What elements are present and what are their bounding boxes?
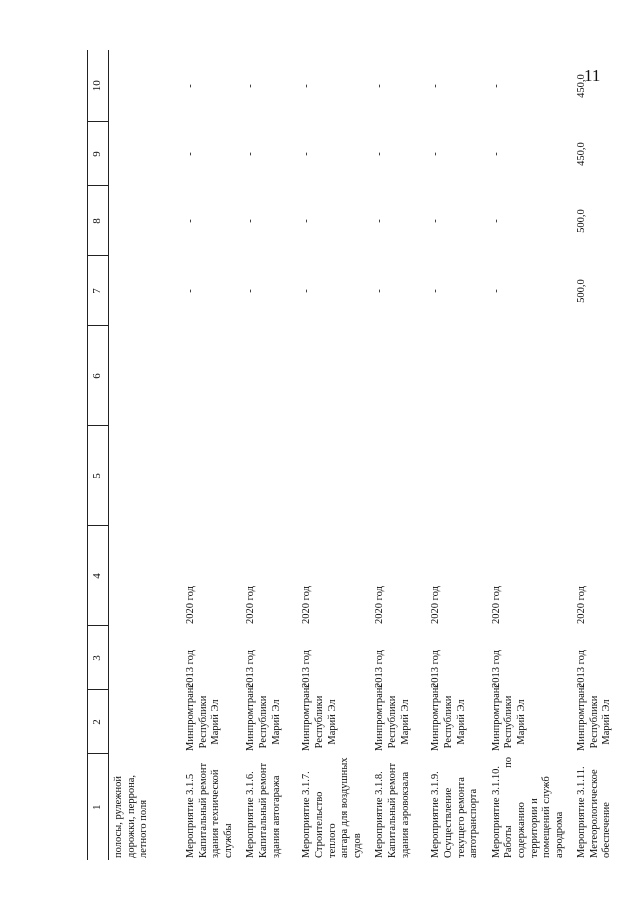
column-7-cell: - bbox=[490, 289, 502, 293]
column-header: 4 bbox=[88, 526, 109, 626]
event-description-cell bbox=[570, 754, 640, 860]
column-5-cell bbox=[368, 426, 424, 526]
executor-cell bbox=[109, 690, 180, 754]
executor-line: Минпромтранс bbox=[576, 682, 588, 751]
event-description-line: здания аэровокзала bbox=[399, 771, 411, 858]
column-8-cell: 500,0 bbox=[576, 209, 588, 233]
column-7-cell: 500,0 bbox=[576, 279, 588, 303]
event-description-line: Капитальный ремонт bbox=[197, 762, 209, 858]
table-body bbox=[109, 50, 640, 860]
event-description-cell bbox=[179, 754, 239, 860]
column-header: 10 bbox=[88, 50, 109, 122]
column-9-cell: 450,0 bbox=[576, 142, 588, 166]
column-9-cell: - bbox=[185, 152, 196, 156]
executor-line: Марий Эл bbox=[210, 699, 222, 745]
rotated-table-container bbox=[87, 50, 617, 860]
executor-cell bbox=[424, 682, 484, 754]
column-6-cell bbox=[239, 326, 295, 426]
table-row bbox=[179, 50, 239, 860]
executor-cell bbox=[485, 682, 571, 754]
event-description-line: Капитальный ремонт bbox=[386, 762, 398, 858]
start-year-cell: 2013 год bbox=[301, 650, 313, 688]
start-year-cell: 2013 год bbox=[430, 650, 442, 688]
event-description-cell bbox=[485, 754, 571, 860]
table-row bbox=[239, 50, 295, 860]
end-year-cell: 2020 год bbox=[490, 586, 502, 624]
executor-line: Минпромтранс bbox=[430, 682, 442, 751]
column-9-cell: - bbox=[430, 152, 442, 156]
executor-line: Минпромтранс bbox=[490, 682, 502, 751]
column-7-cell: - bbox=[374, 289, 386, 293]
end-year-cell: 2020 год bbox=[185, 586, 196, 624]
event-description-line: автотранспорта bbox=[468, 788, 480, 858]
event-description-line: дорожки, перрона, bbox=[125, 775, 137, 858]
column-8-cell: - bbox=[490, 219, 502, 223]
table-row bbox=[109, 50, 180, 860]
event-description-cell bbox=[424, 754, 484, 860]
column-6-cell bbox=[570, 326, 640, 426]
column-5-cell bbox=[424, 426, 484, 526]
event-description-cell bbox=[368, 754, 424, 860]
executor-line: Марий Эл bbox=[515, 699, 527, 745]
column-8-cell: - bbox=[430, 219, 442, 223]
column-5-cell bbox=[239, 426, 295, 526]
executor-line: Республики bbox=[386, 695, 398, 749]
column-8-cell bbox=[109, 186, 180, 256]
event-description-line: полосы, рулежной bbox=[113, 776, 124, 858]
end-year-cell: 2020 год bbox=[374, 586, 386, 624]
executor-line: Марий Эл bbox=[399, 699, 411, 745]
event-description-line: текущего ремонта bbox=[455, 777, 467, 858]
event-description-cell bbox=[239, 754, 295, 860]
column-5-cell bbox=[295, 426, 368, 526]
event-description-line: Мероприятие 3.1.8. bbox=[374, 771, 386, 858]
column-6-cell bbox=[109, 326, 180, 426]
column-10-cell: 450,0 bbox=[576, 74, 588, 98]
column-10-cell: - bbox=[490, 84, 502, 88]
column-header: 5 bbox=[88, 426, 109, 526]
column-header: 8 bbox=[88, 186, 109, 256]
event-description-line: Мероприятие 3.1.11. bbox=[576, 766, 588, 858]
event-description-line: судов bbox=[351, 833, 363, 858]
executor-cell bbox=[368, 682, 424, 754]
page-number: 11 bbox=[584, 66, 601, 85]
table-row bbox=[485, 50, 571, 860]
event-description-line: Строительство теплого bbox=[313, 791, 338, 858]
column-9-cell: - bbox=[374, 152, 386, 156]
executor-line: Марий Эл bbox=[270, 699, 282, 745]
event-description-line: аэродрома bbox=[553, 811, 565, 858]
column-7-cell bbox=[109, 256, 180, 326]
column-5-cell bbox=[179, 426, 239, 526]
column-9-cell: - bbox=[245, 152, 257, 156]
event-description-line: Мероприятие 3.1.6. bbox=[245, 771, 257, 858]
event-description-line: ангара для воздушных bbox=[339, 757, 351, 858]
event-description-cell bbox=[295, 754, 368, 860]
column-5-cell bbox=[109, 426, 180, 526]
event-description-line: службы bbox=[222, 823, 234, 858]
executor-line: Марий Эл bbox=[455, 699, 467, 745]
column-7-cell: - bbox=[430, 289, 442, 293]
column-10-cell: - bbox=[430, 84, 442, 88]
executor-line: Республики bbox=[503, 695, 515, 749]
event-description-line: здания автогаража bbox=[270, 775, 282, 858]
column-header: 3 bbox=[88, 626, 109, 690]
column-10-cell: - bbox=[374, 84, 386, 88]
event-description-line: Капитальный ремонт bbox=[257, 762, 269, 858]
end-year-cell bbox=[109, 526, 180, 626]
column-9-cell: - bbox=[490, 152, 502, 156]
column-10-cell: - bbox=[245, 84, 257, 88]
column-8-cell: - bbox=[374, 219, 386, 223]
start-year-cell: 2013 год bbox=[245, 650, 257, 688]
table-row bbox=[368, 50, 424, 860]
table-row bbox=[295, 50, 368, 860]
start-year-cell bbox=[109, 626, 180, 690]
column-6-cell bbox=[179, 326, 239, 426]
executor-line: Минпромтранс bbox=[301, 682, 313, 751]
column-header: 7 bbox=[88, 256, 109, 326]
executor-cell bbox=[239, 682, 295, 754]
start-year-cell: 2013 год bbox=[490, 650, 502, 688]
table-row bbox=[570, 50, 640, 860]
executor-line: Марий Эл bbox=[326, 699, 338, 745]
column-6-cell bbox=[295, 326, 368, 426]
executor-line: Республики bbox=[313, 695, 325, 749]
event-description-line: Мероприятие 3.1.5 bbox=[185, 773, 196, 858]
event-description-line: обеспечение bbox=[601, 802, 613, 858]
executor-cell bbox=[570, 682, 640, 754]
event-description-line: Работы по содержанию bbox=[503, 757, 527, 858]
event-description-line: летного поля bbox=[138, 799, 150, 858]
executor-line: Республики bbox=[197, 695, 209, 749]
event-description-line: Мероприятие 3.1.10. bbox=[490, 765, 502, 858]
end-year-cell: 2020 год bbox=[245, 586, 257, 624]
end-year-cell: 2020 год bbox=[576, 586, 588, 624]
executor-cell bbox=[179, 682, 239, 754]
event-description-line: территории и bbox=[528, 798, 540, 858]
column-header: 6 bbox=[88, 326, 109, 426]
executor-line: Минпромтранс bbox=[374, 682, 386, 751]
executor-line: Республики bbox=[442, 695, 454, 749]
event-description-line: помещений служб bbox=[541, 776, 553, 858]
start-year-cell: 2013 год bbox=[374, 650, 386, 688]
executor-line: Минпромтранс bbox=[185, 682, 196, 751]
executor-line: Минпромтранс bbox=[245, 682, 257, 751]
column-6-cell bbox=[368, 326, 424, 426]
column-5-cell bbox=[570, 426, 640, 526]
end-year-cell: 2020 год bbox=[430, 586, 442, 624]
column-header: 2 bbox=[88, 690, 109, 754]
column-header: 1 bbox=[88, 754, 109, 860]
event-description-line: здания технической bbox=[210, 769, 222, 858]
column-5-cell bbox=[485, 426, 571, 526]
executor-line: Республики bbox=[257, 695, 269, 749]
executor-line: Марий Эл bbox=[601, 699, 613, 745]
column-10-cell: - bbox=[301, 84, 313, 88]
column-7-cell: - bbox=[301, 289, 313, 293]
header-row bbox=[88, 50, 109, 860]
executor-line: Республики bbox=[588, 695, 600, 749]
column-6-cell bbox=[424, 326, 484, 426]
column-9-cell bbox=[109, 122, 180, 186]
event-description-line: Мероприятие 3.1.7. bbox=[301, 771, 313, 858]
event-description-cell bbox=[109, 754, 180, 860]
column-7-cell: - bbox=[185, 289, 196, 293]
start-year-cell: 2013 год bbox=[576, 650, 588, 688]
column-8-cell: - bbox=[301, 219, 313, 223]
column-8-cell: - bbox=[185, 219, 196, 223]
column-8-cell: - bbox=[245, 219, 257, 223]
column-9-cell: - bbox=[301, 152, 313, 156]
start-year-cell: 2013 год bbox=[185, 650, 196, 688]
column-header: 9 bbox=[88, 122, 109, 186]
column-10-cell bbox=[109, 50, 180, 122]
end-year-cell: 2020 год bbox=[301, 586, 313, 624]
table-row bbox=[424, 50, 484, 860]
event-description-line: Метеорологическое bbox=[588, 769, 600, 858]
column-6-cell bbox=[485, 326, 571, 426]
program-table bbox=[87, 50, 640, 860]
event-description-line: Мероприятие 3.1.9. bbox=[430, 771, 442, 858]
event-description-line: Осуществление bbox=[442, 787, 454, 858]
executor-cell bbox=[295, 682, 368, 754]
column-10-cell: - bbox=[185, 84, 196, 88]
column-7-cell: - bbox=[245, 289, 257, 293]
